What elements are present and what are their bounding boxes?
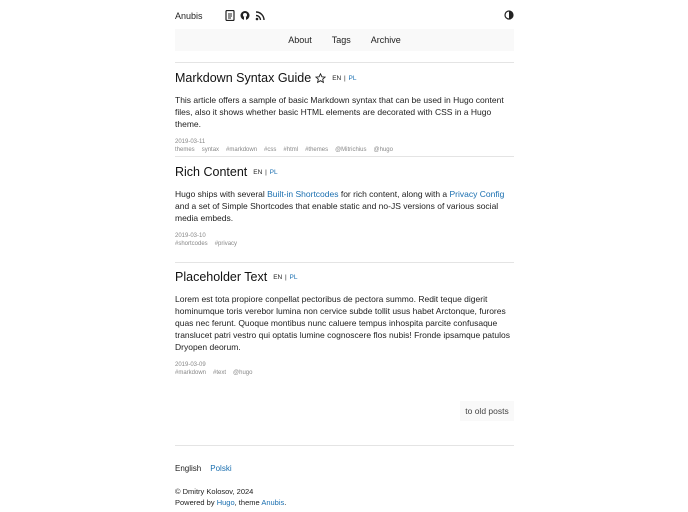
half-circle-theme-icon[interactable]: [504, 10, 514, 22]
anubis-link[interactable]: Anubis: [261, 498, 285, 507]
post-date: 2019-03-10: [175, 233, 206, 239]
github-icon[interactable]: [240, 10, 250, 21]
post-summary: This article offers a sample of basic Markdown syntax that can be used in Hugo content files, also it shows whether basic HTML elements are decorated with CSS in a Hugo theme.: [175, 95, 504, 129]
post-translations: EN | PL: [273, 273, 298, 281]
tag-link[interactable]: #css: [264, 147, 277, 153]
powered-text: Powered by: [175, 498, 217, 507]
lang-pl-link[interactable]: PL: [348, 74, 357, 82]
post-tags: [175, 370, 514, 376]
main-nav: [175, 29, 514, 51]
older-posts-button[interactable]: to old posts: [460, 401, 514, 421]
document-icon[interactable]: [225, 10, 235, 21]
post-date: 2019-03-11: [175, 139, 206, 145]
tag-link[interactable]: @hugo: [233, 370, 253, 376]
site-footer: [175, 486, 286, 508]
post-title: [175, 165, 514, 179]
period-text: .: [284, 498, 287, 507]
nav-item-archive[interactable]: Archive: [370, 35, 401, 45]
post-title-link[interactable]: Markdown Syntax Guide: [175, 71, 312, 85]
divider: [175, 62, 514, 63]
post-title: [175, 71, 514, 85]
language-switcher: [175, 464, 232, 473]
header-icons: [225, 10, 265, 21]
privacy-config-link[interactable]: Privacy Config: [449, 189, 505, 199]
rss-icon[interactable]: [255, 10, 265, 21]
tag-link[interactable]: #markdown: [226, 147, 258, 153]
post-tags: [175, 241, 514, 247]
divider: [175, 445, 514, 446]
tag-link[interactable]: #themes: [305, 147, 329, 153]
tag-link[interactable]: #text: [213, 370, 227, 376]
post-summary: Lorem est tota propiore conpellat pectoribus de pectora summo. Redit teque digerit hominumque toris verebor lumina non cervice subde tollit usus habet Arctonque, furores quas nec ferunt. Quoque montibus nunc caluere tempus inhospita parcite confusaque translucet patri vestro qui optatis lumine cognoscere flos nubis! Fronde ipsamque patulos Dryopen deorum.: [175, 294, 510, 352]
lang-en-label: EN: [332, 74, 342, 82]
divider: [175, 262, 514, 263]
nav-item-tags[interactable]: Tags: [331, 35, 351, 45]
language-link-polski[interactable]: Polski: [210, 464, 232, 473]
post-title-link[interactable]: Placeholder Text: [175, 270, 268, 284]
powered-by: [175, 497, 286, 508]
hugo-link[interactable]: Hugo: [216, 498, 235, 507]
post-title: [175, 270, 514, 284]
current-language: English: [175, 464, 202, 473]
post-translations: EN | PL: [253, 168, 278, 176]
post-date: 2019-03-09: [175, 362, 206, 368]
post-tags: [175, 147, 514, 153]
post-item: [175, 270, 514, 376]
summary-text: for rich content, along with a: [338, 189, 450, 199]
post-title-link[interactable]: Rich Content: [175, 165, 248, 179]
tag-link[interactable]: syntax: [201, 147, 220, 153]
post-item: [175, 165, 514, 247]
star-icon: [315, 73, 326, 84]
tag-link[interactable]: #shortcodes: [175, 241, 208, 247]
tag-link[interactable]: @hugo: [373, 147, 393, 153]
post-item: [175, 71, 514, 153]
tag-link[interactable]: #markdown: [175, 370, 207, 376]
lang-pl-link[interactable]: PL: [289, 273, 298, 281]
post-translations: EN | PL: [332, 74, 357, 82]
site-header: [175, 10, 514, 24]
tag-link[interactable]: #privacy: [214, 241, 238, 247]
built-in-shortcodes-link[interactable]: Built-in Shortcodes: [267, 189, 339, 199]
lang-en-label: EN: [253, 168, 263, 176]
site-brand-link[interactable]: Anubis: [175, 11, 203, 21]
summary-text: and a set of Simple Shortcodes that enable static and no-JS versions of various social media embeds.: [175, 201, 499, 223]
tag-link[interactable]: @Mitrichius: [335, 147, 367, 153]
nav-item-about[interactable]: About: [288, 35, 312, 45]
lang-pl-link[interactable]: PL: [269, 168, 278, 176]
summary-text: Hugo ships with several: [175, 189, 268, 199]
lang-en-label: EN: [273, 273, 283, 281]
copyright-text: © Dmitry Kolosov, 2024: [175, 487, 254, 496]
tag-link[interactable]: #html: [283, 147, 299, 153]
tag-link[interactable]: themes: [175, 147, 195, 153]
divider: [175, 156, 514, 157]
theme-text: , theme: [234, 498, 262, 507]
post-summary: [175, 188, 514, 224]
